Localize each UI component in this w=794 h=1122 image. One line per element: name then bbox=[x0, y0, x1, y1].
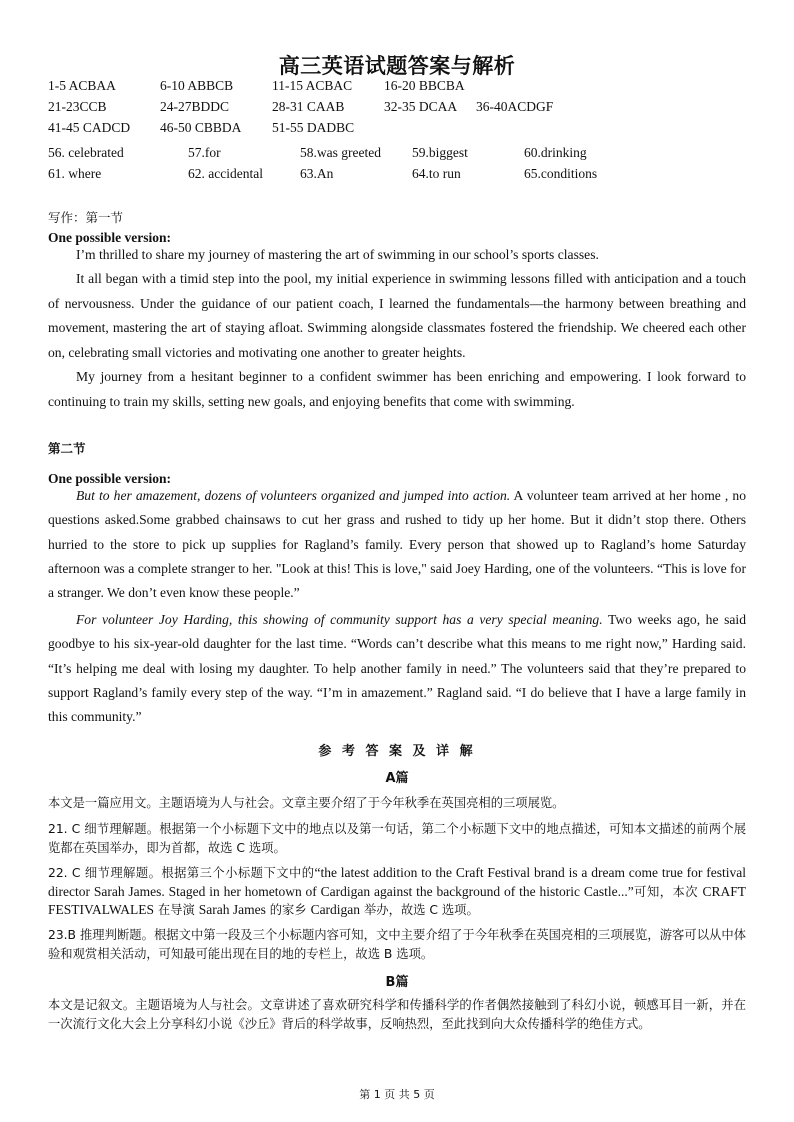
answer-group: 46-50 CBBDA bbox=[160, 120, 242, 135]
answer-item: 65.conditions bbox=[524, 166, 598, 181]
question-21-explanation: 21. C 细节理解题。根据第一个小标题下文中的地点以及第一句话，第二个小标题下文中的地点描述，可知本文描述的前两个展览都在英国举办，即为首都，故选 C 选项。 bbox=[48, 822, 746, 855]
answer-item: 57.for bbox=[188, 145, 221, 160]
reference-answers-heading: 参 考 答 案 及 详 解 bbox=[318, 744, 476, 759]
passage-a-heading: A篇 bbox=[385, 771, 409, 786]
answer-group: 36-40ACDGF bbox=[476, 99, 554, 114]
essay-paragraph: My journey from a hesitant beginner to a confident swimmer has been enriching and empowering. I look forward to continuing to train my skills, setting new goals, and enjoying benefits that come with swimming. bbox=[48, 369, 746, 409]
version-label: One possible version: bbox=[48, 230, 172, 245]
page-title: 高三英语试题答案与解析 bbox=[278, 54, 516, 78]
essay-paragraph: I’m thrilled to share my journey of mastering the art of swimming in our school’s sports classes. bbox=[76, 247, 599, 262]
version-label: One possible version: bbox=[48, 471, 172, 486]
answer-item: 60.drinking bbox=[524, 145, 587, 160]
answer-group: 1-5 ACBAA bbox=[48, 78, 116, 93]
answer-group: 6-10 ABBCB bbox=[160, 78, 234, 93]
continuation-paragraph bbox=[48, 484, 746, 605]
answer-group: 41-45 CADCD bbox=[48, 120, 131, 135]
passage-b-summary: 本文是记叙文。主题语境为人与社会。文章讲述了喜欢研究科学和传播科学的作者偶然接触到了科幻小说，顿感耳目一新，并在一次流行文化大会上分享科幻小说《沙丘》背后的科学故事，反响热烈，至此找到向大众传播科学的绝佳方式。 bbox=[48, 998, 746, 1031]
answer-item: 59.biggest bbox=[412, 145, 468, 160]
answer-item: 58.was greeted bbox=[300, 145, 381, 160]
answer-group: 11-15 ACBAC bbox=[272, 78, 353, 93]
answer-group: 32-35 DCAA bbox=[384, 99, 458, 114]
given-opening-sentence: For volunteer Joy Harding, this showing of community support has a very special meaning. bbox=[76, 612, 603, 627]
answer-item: 64.to run bbox=[412, 166, 461, 181]
answer-item: 62. accidental bbox=[188, 166, 263, 181]
paragraph-body: Two weeks ago, he said goodbye to his six-year-old daughter for the last time. “Words can’t describe what this means to me right now,” Harding said. “It’s helping me deal with losing my daughter. To help another family in need.” The volunteers said that they’re prepared to support Ragland’s family every step of the way. “I’m in amazement.” Ragland said. “I do believe that I have a large family in this community.” bbox=[48, 612, 746, 725]
answer-item: 56. celebrated bbox=[48, 145, 124, 160]
essay-paragraph: It all began with a timid step into the pool, my initial experience in swimming lessons filled with anticipation and a touch of nervousness. Under the guidance of our patient coach, I learned the fundamentals—the harmony between breathing and movement, mastering the art of staying afloat. Swimming alongside classmates fostered the friendship. We cheered each other on, celebrating small victories and motivating one another to greater heights. bbox=[48, 271, 746, 360]
writing-section-1-heading: 写作：第一节 bbox=[48, 210, 124, 225]
answer-group: 24-27BDDC bbox=[160, 99, 230, 114]
writing-section-2-heading: 第二节 bbox=[48, 441, 86, 456]
continuation-paragraph bbox=[48, 608, 746, 729]
answer-item: 61. where bbox=[48, 166, 102, 181]
answer-group: 51-55 DADBC bbox=[272, 120, 355, 135]
answer-group: 16-20 BBCBA bbox=[384, 78, 465, 93]
answer-group: 21-23CCB bbox=[48, 99, 107, 114]
question-23-explanation: 23.B 推理判断题。根据文中第一段及三个小标题内容可知，文中主要介绍了于今年秋季在英国亮相的三项展览，游客可以从中体验和观赏相关活动，可知最可能出现在目的地的专栏上，故选 B 选项。 bbox=[48, 928, 746, 961]
page-number-footer: 第 1 页 共 5 页 bbox=[359, 1088, 435, 1101]
answer-group: 28-31 CAAB bbox=[272, 99, 345, 114]
given-opening-sentence: But to her amazement, dozens of volunteers organized and jumped into action. bbox=[76, 488, 511, 503]
question-22-explanation: 22. C 细节理解题。根据第三个小标题下文中的“the latest addition to the Craft Festival brand is a dream come true for festival director Sarah James. Staged in her hometown of Cardigan against the background of the historic Castle...”可知，本次 CRAFT FESTIVALWALES 在导演 Sarah James 的家乡 Cardigan 举办，故选 C 选项。 bbox=[48, 865, 746, 917]
passage-a-summary: 本文是一篇应用文。主题语境为人与社会。文章主要介绍了于今年秋季在英国亮相的三项展览。 bbox=[48, 796, 565, 810]
paragraph-body: A volunteer team arrived at her home , no questions asked.Some grabbed chainsaws to cut her grass and rushed to tidy up her home. But it didn’t stop there. Others hurried to the store to pick up supplies for Ragland’s family. Every person that showed up to Ragland’s home Saturday afternoon was a complete stranger to her. "Look at this! This is love," said Joey Harding, one of the volunteers. “This is love for a stranger. We don’t even know these people.” bbox=[48, 488, 746, 601]
passage-b-heading: B篇 bbox=[385, 975, 409, 990]
answer-item: 63.An bbox=[300, 166, 334, 181]
